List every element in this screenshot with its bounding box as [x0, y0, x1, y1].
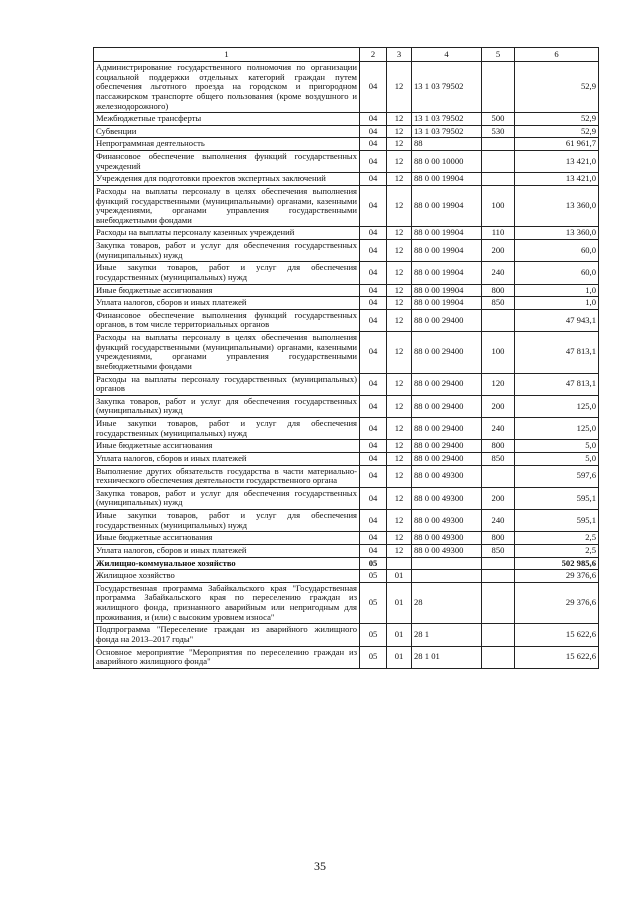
- subsection-code-cell: 12: [387, 373, 412, 395]
- amount-cell: 15 622,6: [515, 624, 599, 646]
- target-article-cell: 88 0 00 29400: [412, 332, 482, 374]
- target-article-cell: 13 1 03 79502: [412, 62, 482, 113]
- expense-type-cell: [482, 624, 515, 646]
- amount-cell: 1,0: [515, 284, 599, 297]
- expense-type-cell: 200: [482, 487, 515, 509]
- row-name-cell: Уплата налогов, сборов и иных платежей: [94, 452, 360, 465]
- expense-type-cell: 110: [482, 227, 515, 240]
- table-row: [94, 465, 599, 487]
- column-header: 3: [387, 48, 412, 62]
- expense-type-cell: 240: [482, 510, 515, 532]
- target-article-cell: 28 1 01: [412, 646, 482, 668]
- target-article-cell: 13 1 03 79502: [412, 125, 482, 138]
- amount-cell: 29 376,6: [515, 582, 599, 624]
- amount-cell: 125,0: [515, 418, 599, 440]
- table-row: [94, 510, 599, 532]
- subsection-code-cell: 12: [387, 284, 412, 297]
- table-row: [94, 487, 599, 509]
- expense-type-cell: [482, 151, 515, 173]
- row-name-cell: Субвенции: [94, 125, 360, 138]
- section-code-cell: 04: [360, 125, 387, 138]
- table-row: [94, 151, 599, 173]
- target-article-cell: 88 0 00 19904: [412, 227, 482, 240]
- amount-cell: 60,0: [515, 262, 599, 284]
- target-article-cell: 88 0 00 10000: [412, 151, 482, 173]
- target-article-cell: 88 0 00 49300: [412, 510, 482, 532]
- section-code-cell: 04: [360, 440, 387, 453]
- subsection-code-cell: 12: [387, 309, 412, 331]
- expense-type-cell: [482, 557, 515, 570]
- row-name-cell: Непрограммная деятельность: [94, 138, 360, 151]
- section-code-cell: 04: [360, 185, 387, 227]
- target-article-cell: 88 0 00 29400: [412, 440, 482, 453]
- page-number: 35: [314, 859, 326, 873]
- target-article-cell: [412, 570, 482, 583]
- section-code-cell: 05: [360, 624, 387, 646]
- amount-cell: 52,9: [515, 113, 599, 126]
- section-code-cell: 04: [360, 284, 387, 297]
- section-code-cell: 04: [360, 240, 387, 262]
- table-row: [94, 395, 599, 417]
- table-row: [94, 113, 599, 126]
- amount-cell: 125,0: [515, 395, 599, 417]
- target-article-cell: 88 0 00 19904: [412, 297, 482, 310]
- subsection-code-cell: 12: [387, 125, 412, 138]
- amount-cell: 60,0: [515, 240, 599, 262]
- table-row: [94, 557, 599, 570]
- table-row: [94, 570, 599, 583]
- row-name-cell: Основное мероприятие "Мероприятия по переселению граждан из аварийного жилищного фонда": [94, 646, 360, 668]
- amount-cell: 1,0: [515, 297, 599, 310]
- table-row: [94, 373, 599, 395]
- section-code-cell: 04: [360, 227, 387, 240]
- target-article-cell: 88 0 00 19904: [412, 185, 482, 227]
- section-code-cell: 04: [360, 465, 387, 487]
- column-header: 6: [515, 48, 599, 62]
- target-article-cell: 88 0 00 49300: [412, 487, 482, 509]
- amount-cell: 5,0: [515, 452, 599, 465]
- table-row: [94, 138, 599, 151]
- subsection-code-cell: 12: [387, 395, 412, 417]
- section-code-cell: 04: [360, 262, 387, 284]
- row-name-cell: Закупка товаров, работ и услуг для обеспечения государственных (муниципальных) нужд: [94, 240, 360, 262]
- row-name-cell: Государственная программа Забайкальского края "Государственная программа Забайкальского края по переселению граждан из жилищного фонда, признанного аварийным или непригодным для проживания, и (или) с высоким уровнем износа": [94, 582, 360, 624]
- amount-cell: 2,5: [515, 532, 599, 545]
- section-code-cell: 04: [360, 544, 387, 557]
- table-row: [94, 297, 599, 310]
- amount-cell: 47 813,1: [515, 332, 599, 374]
- expense-type-cell: [482, 138, 515, 151]
- target-article-cell: 88 0 00 19904: [412, 284, 482, 297]
- table-row: [94, 582, 599, 624]
- expense-type-cell: 200: [482, 240, 515, 262]
- section-code-cell: 04: [360, 297, 387, 310]
- section-code-cell: 05: [360, 582, 387, 624]
- subsection-code-cell: 12: [387, 544, 412, 557]
- row-name-cell: Администрирование государственного полномочия по организации социальной поддержки отдельных категорий граждан путем обеспечения льготного проезда на городском и пригородном пассажирском транспорте общего пользования (кроме воздушного и железнодорожного): [94, 62, 360, 113]
- target-article-cell: 88 0 00 49300: [412, 544, 482, 557]
- section-code-cell: 04: [360, 487, 387, 509]
- target-article-cell: 88 0 00 19904: [412, 240, 482, 262]
- row-name-cell: Уплата налогов, сборов и иных платежей: [94, 544, 360, 557]
- expense-type-cell: [482, 570, 515, 583]
- subsection-code-cell: 12: [387, 185, 412, 227]
- expense-type-cell: [482, 173, 515, 186]
- section-code-cell: 04: [360, 510, 387, 532]
- target-article-cell: 88 0 00 19904: [412, 262, 482, 284]
- expense-type-cell: 240: [482, 262, 515, 284]
- row-name-cell: Уплата налогов, сборов и иных платежей: [94, 297, 360, 310]
- subsection-code-cell: 12: [387, 113, 412, 126]
- expense-type-cell: 500: [482, 113, 515, 126]
- row-name-cell: Расходы на выплаты персоналу в целях обеспечения выполнения функций государственными (муниципальными) органами, казенными учреждениями, органами управления государственными внебюджетными фондами: [94, 332, 360, 374]
- row-name-cell: Межбюджетные трансферты: [94, 113, 360, 126]
- table-row: [94, 532, 599, 545]
- subsection-code-cell: 12: [387, 532, 412, 545]
- subsection-code-cell: 12: [387, 151, 412, 173]
- section-code-cell: 04: [360, 62, 387, 113]
- subsection-code-cell: 12: [387, 62, 412, 113]
- row-name-cell: Иные закупки товаров, работ и услуг для обеспечения государственных (муниципальных) нужд: [94, 510, 360, 532]
- subsection-code-cell: 01: [387, 582, 412, 624]
- table-row: [94, 452, 599, 465]
- amount-cell: 29 376,6: [515, 570, 599, 583]
- target-article-cell: 88 0 00 49300: [412, 465, 482, 487]
- amount-cell: 502 985,6: [515, 557, 599, 570]
- expense-type-cell: 850: [482, 544, 515, 557]
- amount-cell: 47 943,1: [515, 309, 599, 331]
- subsection-code-cell: 12: [387, 297, 412, 310]
- subsection-code-cell: 12: [387, 510, 412, 532]
- amount-cell: 597,6: [515, 465, 599, 487]
- target-article-cell: 88 0 00 29400: [412, 395, 482, 417]
- subsection-code-cell: 12: [387, 440, 412, 453]
- expense-type-cell: 530: [482, 125, 515, 138]
- amount-cell: 13 360,0: [515, 227, 599, 240]
- section-code-cell: 05: [360, 646, 387, 668]
- amount-cell: 52,9: [515, 62, 599, 113]
- amount-cell: 15 622,6: [515, 646, 599, 668]
- row-name-cell: Жилищное хозяйство: [94, 570, 360, 583]
- column-header: 2: [360, 48, 387, 62]
- amount-cell: 595,1: [515, 510, 599, 532]
- subsection-code-cell: 12: [387, 332, 412, 374]
- amount-cell: 13 360,0: [515, 185, 599, 227]
- subsection-code-cell: 12: [387, 138, 412, 151]
- table-row: [94, 418, 599, 440]
- expense-type-cell: 240: [482, 418, 515, 440]
- table-row: [94, 173, 599, 186]
- table-header-row: [94, 48, 599, 62]
- expense-type-cell: 850: [482, 297, 515, 310]
- section-code-cell: 04: [360, 532, 387, 545]
- expense-type-cell: 120: [482, 373, 515, 395]
- amount-cell: 2,5: [515, 544, 599, 557]
- expense-type-cell: 800: [482, 440, 515, 453]
- column-header: 4: [412, 48, 482, 62]
- table-row: [94, 125, 599, 138]
- expense-type-cell: 200: [482, 395, 515, 417]
- subsection-code-cell: 12: [387, 227, 412, 240]
- row-name-cell: Подпрограмма "Переселение граждан из аварийного жилищного фонда на 2013–2017 годы": [94, 624, 360, 646]
- expense-type-cell: 850: [482, 452, 515, 465]
- amount-cell: 595,1: [515, 487, 599, 509]
- amount-cell: 13 421,0: [515, 151, 599, 173]
- row-name-cell: Закупка товаров, работ и услуг для обеспечения государственных (муниципальных) нужд: [94, 487, 360, 509]
- amount-cell: 13 421,0: [515, 173, 599, 186]
- subsection-code-cell: 01: [387, 646, 412, 668]
- row-name-cell: Жилищно-коммунальное хозяйство: [94, 557, 360, 570]
- row-name-cell: Иные закупки товаров, работ и услуг для обеспечения государственных (муниципальных) нужд: [94, 262, 360, 284]
- row-name-cell: Учреждения для подготовки проектов экспертных заключений: [94, 173, 360, 186]
- expense-type-cell: 100: [482, 332, 515, 374]
- target-article-cell: 28 1: [412, 624, 482, 646]
- target-article-cell: 28: [412, 582, 482, 624]
- target-article-cell: 88 0 00 29400: [412, 373, 482, 395]
- table-row: [94, 240, 599, 262]
- target-article-cell: 88 0 00 19904: [412, 173, 482, 186]
- section-code-cell: 05: [360, 570, 387, 583]
- column-header: 5: [482, 48, 515, 62]
- subsection-code-cell: 12: [387, 262, 412, 284]
- subsection-code-cell: 12: [387, 418, 412, 440]
- table-row: [94, 332, 599, 374]
- expense-type-cell: [482, 62, 515, 113]
- budget-table: [93, 47, 599, 669]
- expense-type-cell: [482, 309, 515, 331]
- expense-type-cell: 800: [482, 284, 515, 297]
- table-row: [94, 262, 599, 284]
- section-code-cell: 04: [360, 395, 387, 417]
- target-article-cell: 88 0 00 29400: [412, 452, 482, 465]
- row-name-cell: Расходы на выплаты персоналу государственных (муниципальных) органов: [94, 373, 360, 395]
- table-row: [94, 284, 599, 297]
- section-code-cell: 04: [360, 452, 387, 465]
- expense-type-cell: 100: [482, 185, 515, 227]
- section-code-cell: 04: [360, 151, 387, 173]
- row-name-cell: Иные бюджетные ассигнования: [94, 284, 360, 297]
- row-name-cell: Иные закупки товаров, работ и услуг для обеспечения государственных (муниципальных) нужд: [94, 418, 360, 440]
- section-code-cell: 05: [360, 557, 387, 570]
- table-row: [94, 62, 599, 113]
- target-article-cell: 88 0 00 49300: [412, 532, 482, 545]
- section-code-cell: 04: [360, 138, 387, 151]
- table-row: [94, 227, 599, 240]
- subsection-code-cell: 12: [387, 173, 412, 186]
- row-name-cell: Выполнение других обязательств государства в части материально-технического обеспечения деятельности государственного органа: [94, 465, 360, 487]
- expense-type-cell: [482, 582, 515, 624]
- row-name-cell: Закупка товаров, работ и услуг для обеспечения государственных (муниципальных) нужд: [94, 395, 360, 417]
- section-code-cell: 04: [360, 332, 387, 374]
- table-row: [94, 309, 599, 331]
- table-row: [94, 624, 599, 646]
- amount-cell: 61 961,7: [515, 138, 599, 151]
- row-name-cell: Финансовое обеспечение выполнения функций государственных учреждений: [94, 151, 360, 173]
- document-page: [93, 47, 598, 669]
- amount-cell: 5,0: [515, 440, 599, 453]
- target-article-cell: 88 0 00 29400: [412, 309, 482, 331]
- section-code-cell: 04: [360, 418, 387, 440]
- row-name-cell: Расходы на выплаты персоналу казенных учреждений: [94, 227, 360, 240]
- target-article-cell: 88: [412, 138, 482, 151]
- section-code-cell: 04: [360, 113, 387, 126]
- target-article-cell: [412, 557, 482, 570]
- table-row: [94, 440, 599, 453]
- target-article-cell: 88 0 00 29400: [412, 418, 482, 440]
- subsection-code-cell: 12: [387, 465, 412, 487]
- expense-type-cell: [482, 646, 515, 668]
- column-header: 1: [94, 48, 360, 62]
- row-name-cell: Расходы на выплаты персоналу в целях обеспечения выполнения функций государственными (муниципальными) органами, казенными учреждениями, органами управления государственными внебюджетными фондами: [94, 185, 360, 227]
- table-row: [94, 544, 599, 557]
- target-article-cell: 13 1 03 79502: [412, 113, 482, 126]
- expense-type-cell: [482, 465, 515, 487]
- table-row: [94, 646, 599, 668]
- row-name-cell: Финансовое обеспечение выполнения функций государственных органов, в том числе территориальных органов: [94, 309, 360, 331]
- row-name-cell: Иные бюджетные ассигнования: [94, 532, 360, 545]
- subsection-code-cell: 12: [387, 487, 412, 509]
- section-code-cell: 04: [360, 309, 387, 331]
- section-code-cell: 04: [360, 373, 387, 395]
- table-row: [94, 185, 599, 227]
- section-code-cell: 04: [360, 173, 387, 186]
- subsection-code-cell: 01: [387, 624, 412, 646]
- expense-type-cell: 800: [482, 532, 515, 545]
- row-name-cell: Иные бюджетные ассигнования: [94, 440, 360, 453]
- subsection-code-cell: 12: [387, 240, 412, 262]
- subsection-code-cell: 12: [387, 452, 412, 465]
- subsection-code-cell: [387, 557, 412, 570]
- amount-cell: 47 813,1: [515, 373, 599, 395]
- amount-cell: 52,9: [515, 125, 599, 138]
- subsection-code-cell: 01: [387, 570, 412, 583]
